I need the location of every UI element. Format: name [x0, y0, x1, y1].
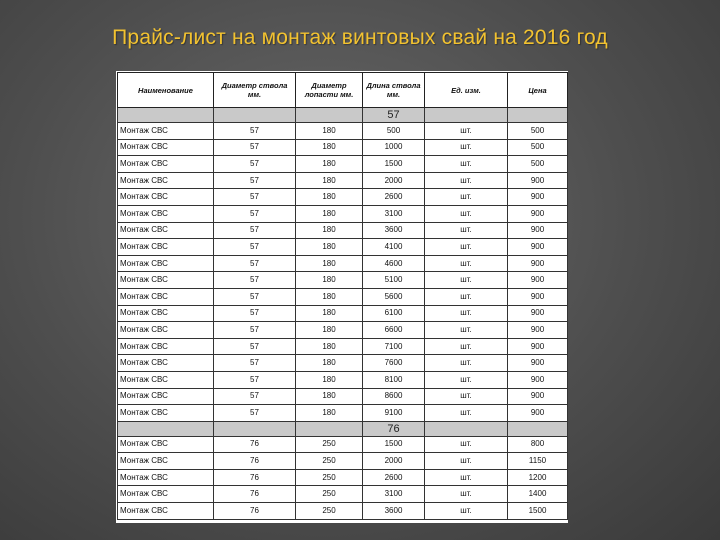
table-row	[118, 156, 568, 173]
cell-blade-diameter: 180	[296, 205, 363, 222]
table-row	[118, 205, 568, 222]
cell-blade-diameter: 180	[296, 139, 363, 156]
cell-shaft-diameter: 76	[214, 436, 296, 453]
cell-shaft-diameter: 57	[214, 123, 296, 140]
cell-blade-diameter: 180	[296, 189, 363, 206]
cell-unit: шт.	[425, 172, 508, 189]
cell-name: Монтаж СВС	[118, 469, 214, 486]
table-row	[118, 272, 568, 289]
cell-blade-diameter: 180	[296, 255, 363, 272]
cell-blade-diameter: 180	[296, 338, 363, 355]
cell-name: Монтаж СВС	[118, 189, 214, 206]
cell-blade-diameter: 180	[296, 322, 363, 339]
cell-name: Монтаж СВС	[118, 355, 214, 372]
section-cell	[214, 108, 296, 123]
cell-name: Монтаж СВС	[118, 239, 214, 256]
table-header-row	[118, 73, 568, 108]
cell-name: Монтаж СВС	[118, 205, 214, 222]
cell-price: 900	[508, 405, 568, 422]
section-cell	[425, 108, 508, 123]
cell-unit: шт.	[425, 205, 508, 222]
cell-unit: шт.	[425, 189, 508, 206]
table-row	[118, 371, 568, 388]
cell-unit: шт.	[425, 486, 508, 503]
cell-unit: шт.	[425, 469, 508, 486]
cell-shaft-length: 3100	[363, 205, 425, 222]
section-cell	[508, 421, 568, 436]
table-row	[118, 338, 568, 355]
cell-name: Монтаж СВС	[118, 123, 214, 140]
cell-shaft-length: 7100	[363, 338, 425, 355]
cell-unit: шт.	[425, 453, 508, 470]
cell-name: Монтаж СВС	[118, 405, 214, 422]
cell-shaft-diameter: 57	[214, 222, 296, 239]
cell-price: 500	[508, 156, 568, 173]
cell-shaft-diameter: 57	[214, 338, 296, 355]
price-sheet	[116, 71, 568, 523]
cell-name: Монтаж СВС	[118, 486, 214, 503]
cell-price: 900	[508, 255, 568, 272]
section-label: 57	[363, 108, 425, 123]
table-row	[118, 436, 568, 453]
cell-unit: шт.	[425, 371, 508, 388]
cell-blade-diameter: 180	[296, 272, 363, 289]
cell-shaft-length: 4100	[363, 239, 425, 256]
cell-blade-diameter: 180	[296, 156, 363, 173]
cell-shaft-length: 8100	[363, 371, 425, 388]
table-row	[118, 486, 568, 503]
table-row	[118, 469, 568, 486]
cell-name: Монтаж СВС	[118, 322, 214, 339]
cell-price: 800	[508, 436, 568, 453]
cell-blade-diameter: 180	[296, 405, 363, 422]
table-row	[118, 222, 568, 239]
cell-name: Монтаж СВС	[118, 288, 214, 305]
cell-blade-diameter: 180	[296, 371, 363, 388]
cell-name: Монтаж СВС	[118, 371, 214, 388]
cell-shaft-length: 6600	[363, 322, 425, 339]
cell-shaft-length: 5600	[363, 288, 425, 305]
cell-shaft-diameter: 76	[214, 486, 296, 503]
cell-shaft-length: 3600	[363, 503, 425, 520]
cell-shaft-diameter: 57	[214, 322, 296, 339]
header-name: Наименование	[118, 73, 214, 108]
cell-price: 900	[508, 388, 568, 405]
cell-price: 900	[508, 222, 568, 239]
cell-price: 900	[508, 371, 568, 388]
cell-shaft-diameter: 57	[214, 272, 296, 289]
cell-unit: шт.	[425, 338, 508, 355]
cell-price: 900	[508, 172, 568, 189]
cell-unit: шт.	[425, 355, 508, 372]
cell-name: Монтаж СВС	[118, 453, 214, 470]
table-row	[118, 503, 568, 520]
cell-shaft-length: 500	[363, 123, 425, 140]
cell-name: Монтаж СВС	[118, 338, 214, 355]
cell-shaft-length: 1000	[363, 139, 425, 156]
cell-name: Монтаж СВС	[118, 255, 214, 272]
cell-blade-diameter: 180	[296, 222, 363, 239]
cell-price: 900	[508, 288, 568, 305]
cell-unit: шт.	[425, 436, 508, 453]
section-cell	[296, 108, 363, 123]
cell-shaft-diameter: 57	[214, 305, 296, 322]
cell-shaft-length: 6100	[363, 305, 425, 322]
table-row	[118, 288, 568, 305]
cell-shaft-diameter: 57	[214, 172, 296, 189]
cell-price: 900	[508, 338, 568, 355]
cell-shaft-diameter: 76	[214, 469, 296, 486]
section-row	[118, 421, 568, 436]
cell-shaft-length: 2000	[363, 453, 425, 470]
cell-shaft-length: 2000	[363, 172, 425, 189]
table-row	[118, 322, 568, 339]
cell-shaft-diameter: 57	[214, 239, 296, 256]
cell-price: 500	[508, 139, 568, 156]
price-table	[117, 72, 568, 520]
cell-price: 900	[508, 272, 568, 289]
cell-shaft-diameter: 57	[214, 189, 296, 206]
cell-unit: шт.	[425, 305, 508, 322]
table-row	[118, 388, 568, 405]
cell-unit: шт.	[425, 272, 508, 289]
table-row	[118, 355, 568, 372]
cell-name: Монтаж СВС	[118, 172, 214, 189]
cell-name: Монтаж СВС	[118, 503, 214, 520]
header-shaft-diameter: Диаметр ствола мм.	[214, 73, 296, 108]
cell-shaft-length: 9100	[363, 405, 425, 422]
header-shaft-length: Длина ствола мм.	[363, 73, 425, 108]
cell-shaft-diameter: 57	[214, 205, 296, 222]
cell-shaft-length: 1500	[363, 156, 425, 173]
header-price: Цена	[508, 73, 568, 108]
cell-unit: шт.	[425, 405, 508, 422]
cell-price: 1400	[508, 486, 568, 503]
cell-shaft-length: 8600	[363, 388, 425, 405]
cell-blade-diameter: 180	[296, 123, 363, 140]
table-row	[118, 139, 568, 156]
cell-name: Монтаж СВС	[118, 436, 214, 453]
table-row	[118, 255, 568, 272]
cell-unit: шт.	[425, 123, 508, 140]
cell-unit: шт.	[425, 156, 508, 173]
cell-price: 900	[508, 189, 568, 206]
cell-unit: шт.	[425, 239, 508, 256]
section-cell	[508, 108, 568, 123]
table-row	[118, 189, 568, 206]
cell-blade-diameter: 180	[296, 172, 363, 189]
cell-shaft-diameter: 57	[214, 255, 296, 272]
section-label: 76	[363, 421, 425, 436]
cell-shaft-length: 7600	[363, 355, 425, 372]
cell-price: 900	[508, 305, 568, 322]
cell-unit: шт.	[425, 288, 508, 305]
cell-shaft-length: 5100	[363, 272, 425, 289]
cell-price: 1500	[508, 503, 568, 520]
header-unit: Ед. изм.	[425, 73, 508, 108]
cell-blade-diameter: 180	[296, 388, 363, 405]
cell-name: Монтаж СВС	[118, 222, 214, 239]
cell-shaft-diameter: 57	[214, 355, 296, 372]
cell-price: 500	[508, 123, 568, 140]
header-blade-diameter: Диаметр лопасти мм.	[296, 73, 363, 108]
cell-blade-diameter: 250	[296, 486, 363, 503]
cell-shaft-diameter: 57	[214, 405, 296, 422]
section-cell	[214, 421, 296, 436]
cell-shaft-length: 4600	[363, 255, 425, 272]
table-row	[118, 405, 568, 422]
cell-blade-diameter: 250	[296, 436, 363, 453]
cell-shaft-diameter: 57	[214, 156, 296, 173]
cell-name: Монтаж СВС	[118, 388, 214, 405]
cell-name: Монтаж СВС	[118, 272, 214, 289]
cell-unit: шт.	[425, 222, 508, 239]
cell-blade-diameter: 180	[296, 288, 363, 305]
cell-shaft-diameter: 76	[214, 453, 296, 470]
section-row	[118, 108, 568, 123]
section-cell	[118, 108, 214, 123]
cell-name: Монтаж СВС	[118, 139, 214, 156]
cell-price: 1150	[508, 453, 568, 470]
cell-unit: шт.	[425, 255, 508, 272]
cell-shaft-diameter: 57	[214, 139, 296, 156]
table-row	[118, 239, 568, 256]
cell-blade-diameter: 250	[296, 503, 363, 520]
cell-blade-diameter: 180	[296, 239, 363, 256]
cell-price: 900	[508, 239, 568, 256]
cell-blade-diameter: 250	[296, 469, 363, 486]
cell-unit: шт.	[425, 503, 508, 520]
cell-shaft-length: 3600	[363, 222, 425, 239]
cell-blade-diameter: 180	[296, 305, 363, 322]
section-cell	[118, 421, 214, 436]
cell-shaft-length: 1500	[363, 436, 425, 453]
cell-blade-diameter: 180	[296, 355, 363, 372]
cell-shaft-length: 2600	[363, 469, 425, 486]
table-body	[118, 108, 568, 520]
cell-price: 900	[508, 355, 568, 372]
section-cell	[296, 421, 363, 436]
cell-shaft-diameter: 76	[214, 503, 296, 520]
table-row	[118, 172, 568, 189]
cell-shaft-diameter: 57	[214, 288, 296, 305]
cell-shaft-length: 2600	[363, 189, 425, 206]
section-cell	[425, 421, 508, 436]
cell-shaft-diameter: 57	[214, 371, 296, 388]
cell-unit: шт.	[425, 139, 508, 156]
cell-unit: шт.	[425, 322, 508, 339]
cell-name: Монтаж СВС	[118, 156, 214, 173]
cell-blade-diameter: 250	[296, 453, 363, 470]
page-title: Прайс-лист на монтаж винтовых свай на 2016 год	[112, 26, 608, 49]
cell-price: 900	[508, 205, 568, 222]
cell-name: Монтаж СВС	[118, 305, 214, 322]
table-row	[118, 305, 568, 322]
table-row	[118, 123, 568, 140]
cell-price: 900	[508, 322, 568, 339]
cell-shaft-length: 3100	[363, 486, 425, 503]
table-row	[118, 453, 568, 470]
cell-shaft-diameter: 57	[214, 388, 296, 405]
cell-unit: шт.	[425, 388, 508, 405]
cell-price: 1200	[508, 469, 568, 486]
